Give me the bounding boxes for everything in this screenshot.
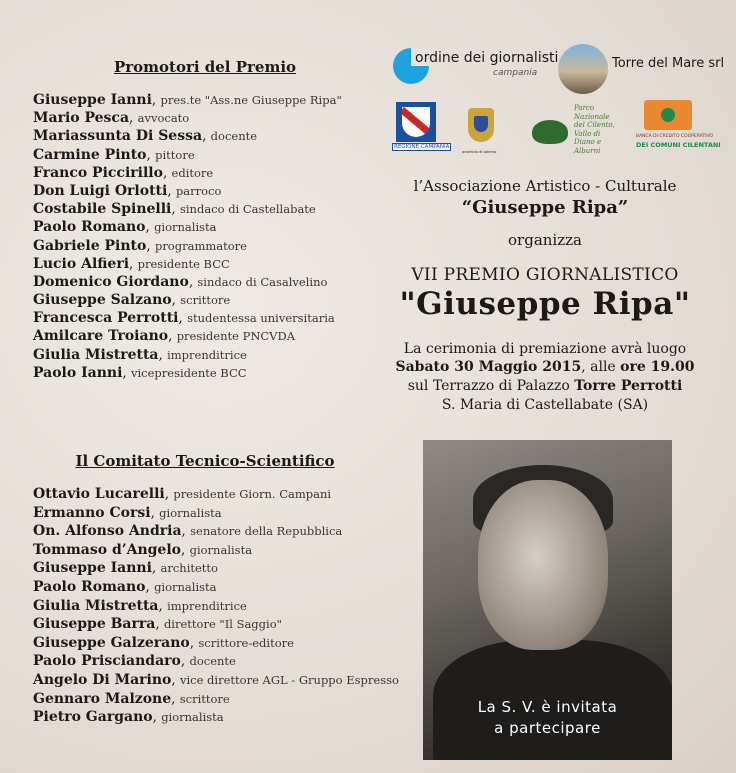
member-item: Paolo Ianni, vicepresidente BCC <box>33 364 247 381</box>
portrait-face <box>478 480 608 650</box>
member-name: Domenico Giordano <box>33 273 189 290</box>
member-name: Angelo Di Marino <box>33 671 172 688</box>
member-item: Giuseppe Ianni, architetto <box>33 560 218 577</box>
member-name: Gennaro Malzone <box>33 690 172 707</box>
member-name: Franco Piccirillo <box>33 164 163 181</box>
member-item: Tommaso d’Angelo, giornalista <box>33 541 253 558</box>
comitato-heading: Il Comitato Tecnico-Scientifico <box>75 452 335 470</box>
member-item: Costabile Spinelli, sindaco di Castellabate <box>33 201 316 218</box>
member-role: scrittore <box>179 691 230 706</box>
member-item: Don Luigi Orlotti, parroco <box>33 182 222 199</box>
member-name: Ottavio Lucarelli <box>33 486 165 502</box>
member-item: Giulia Mistretta, imprenditrice <box>33 597 247 614</box>
comitato-list <box>33 485 399 727</box>
member-item: Carmine Pinto, pittore <box>33 146 195 163</box>
member-role: avvocato <box>137 111 190 126</box>
bcc-building-icon <box>644 100 692 130</box>
provincia-salerno-logo: provincia di salerno <box>462 102 502 158</box>
invite-caption-1: La S. V. è invitata <box>477 698 618 716</box>
member-name: Gabriele Pinto <box>33 237 147 254</box>
organizza-text: organizza <box>508 231 582 249</box>
member-item: Ottavio Lucarelli, presidente Giorn. Campani <box>33 486 332 502</box>
regione-shield-icon <box>396 102 436 142</box>
member-item: Paolo Romano, giornalista <box>33 578 217 595</box>
member-name: Giuseppe Ianni <box>33 92 152 108</box>
regione-campania-logo: REGIONE CAMPANIA <box>392 102 442 154</box>
member-name: Amilcare Troiano <box>33 328 169 345</box>
member-role: architetto <box>160 561 218 576</box>
member-name: Giuseppe Salzano <box>33 292 172 309</box>
member-role: giornalista <box>154 220 217 235</box>
member-name: Paolo Romano <box>33 219 146 236</box>
member-item: Giuseppe Ianni, pres.te "Ass.ne Giuseppe Ripa" <box>33 92 342 108</box>
member-item: Giuseppe Galzerano, scrittore-editore <box>33 634 294 651</box>
member-role: pittore <box>155 147 195 162</box>
member-name: Don Luigi Orlotti <box>33 182 168 199</box>
member-role: sindaco di Castellabate <box>179 202 316 217</box>
member-name: Francesca Perrotti <box>33 310 179 327</box>
member-name: Mario Pesca <box>33 110 130 127</box>
member-item: Giulia Mistretta, imprenditrice <box>33 346 247 363</box>
member-name: Costabile Spinelli <box>33 201 172 218</box>
member-role: giornalista <box>189 542 253 557</box>
member-item: Gennaro Malzone, scrittore <box>33 690 230 707</box>
member-item: Lucio Alfieri, presidente BCC <box>33 255 230 272</box>
member-name: Pietro Gargano <box>33 709 153 726</box>
member-role: scrittore-editore <box>198 635 294 650</box>
member-role: direttore "Il Saggio" <box>163 617 282 632</box>
member-role: senatore della Repubblica <box>190 524 343 539</box>
member-item: Paolo Romano, giornalista <box>33 219 217 236</box>
member-item: Pietro Gargano, giornalista <box>33 709 224 726</box>
member-item: On. Alfonso Andria, senatore della Repubblica <box>33 523 343 540</box>
promotori-heading: Promotori del Premio <box>113 58 297 76</box>
member-role: vice direttore AGL - Gruppo Espresso <box>179 672 399 687</box>
member-name: Paolo Romano <box>33 578 146 595</box>
member-role: studentessa universitaria <box>187 311 335 326</box>
member-name: Tommaso d’Angelo <box>33 541 181 558</box>
member-item: Giuseppe Salzano, scrittore <box>33 292 231 309</box>
tower-photo-icon <box>558 44 608 94</box>
member-name: Giuseppe Barra <box>33 616 156 633</box>
member-item: Domenico Giordano, sindaco di Casalvelino <box>33 273 328 290</box>
member-item: Angelo Di Marino, vice direttore AGL - Gruppo Espresso <box>33 671 399 688</box>
member-role: giornalista <box>154 579 217 594</box>
member-name: Lucio Alfieri <box>33 255 130 272</box>
premio-name: "Giuseppe Ripa" <box>399 286 691 322</box>
location-line: S. Maria di Castellabate (SA) <box>441 397 649 413</box>
member-name: On. Alfonso Andria <box>33 523 182 540</box>
premio-title: VII PREMIO GIORNALISTICO <box>411 265 679 285</box>
member-role: editore <box>171 165 214 180</box>
member-name: Paolo Prisciandaro <box>33 653 181 670</box>
date-line: Sabato 30 Maggio 2015, alle ore 19.00 <box>395 359 695 375</box>
member-name: Mariassunta Di Sessa <box>33 128 203 145</box>
venue-line: sul Terrazzo di Palazzo Torre Perrotti <box>407 378 683 394</box>
member-role: presidente BCC <box>137 256 230 271</box>
portrait-photo <box>423 440 672 760</box>
association-name: “Giuseppe Ripa” <box>461 197 629 218</box>
bcc-logo: BANCA DI CREDITO COOPERATIVO DEI COMUNI CILENTANI <box>636 100 716 152</box>
member-item: Ermanno Corsi, giornalista <box>33 504 222 521</box>
member-name: Giulia Mistretta <box>33 597 159 614</box>
member-item: Amilcare Troiano, presidente PNCVDA <box>33 328 296 345</box>
member-role: presidente Giorn. Campani <box>173 487 332 501</box>
parco-plant-icon <box>532 120 568 144</box>
association-line: l’Associazione Artistico - Culturale <box>413 177 677 195</box>
ceremony-line: La cerimonia di premiazione avrà luogo <box>403 341 687 357</box>
member-role: scrittore <box>180 293 231 308</box>
invite-caption-2: a partecipare <box>494 719 601 737</box>
member-item: Paolo Prisciandaro, docente <box>33 653 236 670</box>
member-role: programmatore <box>154 238 247 253</box>
member-role: imprenditrice <box>167 347 247 362</box>
promotori-list <box>33 91 342 382</box>
member-role: vicepresidente BCC <box>130 365 247 380</box>
member-item: Francesca Perrotti, studentessa universitaria <box>33 310 335 327</box>
member-role: parroco <box>175 183 222 198</box>
member-role: sindaco di Casalvelino <box>197 274 328 289</box>
member-role: giornalista <box>159 505 222 520</box>
parco-cilento-logo: Parco Nazionale del Cilento, Vallo di Diano e Alburni <box>528 102 618 152</box>
member-role: pres.te "Ass.ne Giuseppe Ripa" <box>160 93 342 107</box>
member-name: Paolo Ianni <box>33 364 123 381</box>
member-role: docente <box>189 654 236 669</box>
member-item: Mario Pesca, avvocato <box>33 110 190 127</box>
member-role: giornalista <box>161 710 224 725</box>
member-name: Ermanno Corsi <box>33 504 151 521</box>
member-role: imprenditrice <box>167 598 247 613</box>
member-role: docente <box>210 129 258 144</box>
provincia-crest-icon <box>468 108 494 142</box>
member-item: Franco Piccirillo, editore <box>33 164 214 181</box>
member-name: Giulia Mistretta <box>33 346 159 363</box>
member-item: Gabriele Pinto, programmatore <box>33 237 247 254</box>
member-name: Giuseppe Ianni <box>33 560 152 577</box>
member-name: Carmine Pinto <box>33 146 147 163</box>
member-role: presidente PNCVDA <box>176 329 296 344</box>
member-name: Giuseppe Galzerano <box>33 634 190 651</box>
member-item: Giuseppe Barra, direttore "Il Saggio" <box>33 616 282 633</box>
member-item: Mariassunta Di Sessa, docente <box>33 128 258 145</box>
